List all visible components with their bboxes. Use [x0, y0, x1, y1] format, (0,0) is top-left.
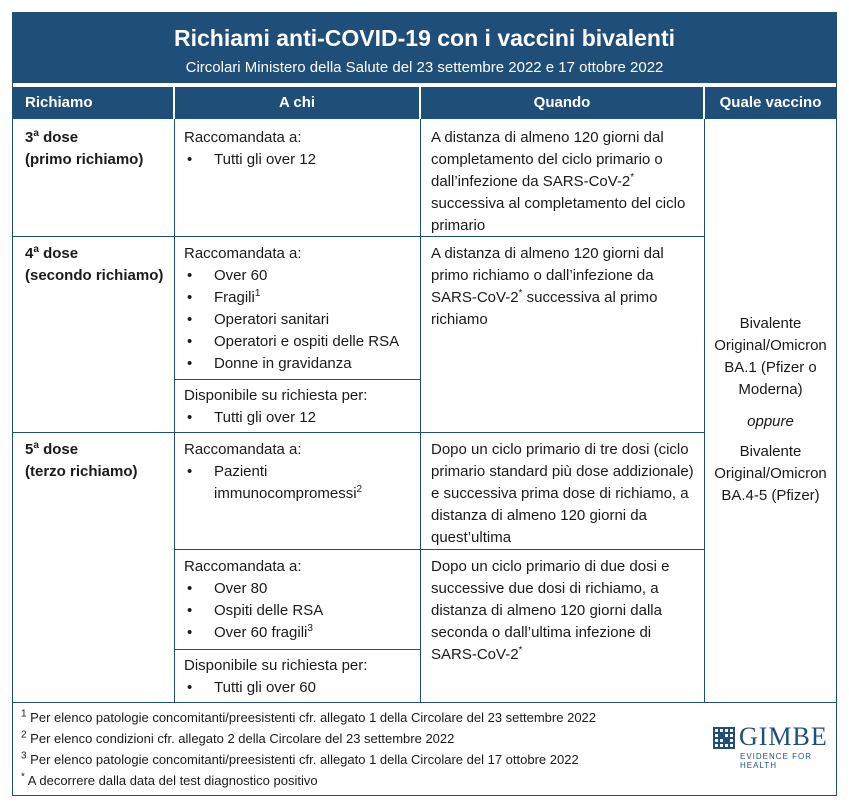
dose-5-subtitle: (terzo richiamo) — [25, 463, 138, 480]
title-band — [13, 13, 836, 83]
dose-number: 3 — [25, 129, 34, 146]
dose-5-label — [25, 439, 170, 483]
list-item — [184, 287, 416, 309]
footnote-text: Per elenco condizioni cfr. allegato 2 della Circolare del 23 settembre 2022 — [26, 731, 455, 746]
footnote-3 — [21, 750, 579, 770]
block-intro: Raccomandata a: — [184, 245, 302, 262]
footnote-text: A decorrere dalla data del test diagnostico positivo — [24, 773, 318, 788]
bullet-list — [184, 578, 416, 644]
divider — [175, 549, 704, 550]
footnote-mark: 1 — [254, 288, 261, 299]
when-text: Dopo un ciclo primario di due dosi e successive due dosi di richiamo, a distanza di almeno 120 giorni dalla seconda o dall’ultima infezione di SARS-CoV-2 — [431, 558, 670, 663]
when-text: A distanza di almeno 120 giorni dal completamento del ciclo primario o dall’infezione da SARS-CoV-2 — [431, 129, 664, 190]
list-item: • Over 80 — [184, 578, 416, 600]
dose-suffix: dose — [38, 245, 79, 262]
dose-4-when — [431, 243, 697, 331]
dose-suffix: dose — [38, 441, 79, 458]
bullet-list — [184, 461, 416, 505]
divider — [174, 119, 175, 702]
footnote-1 — [21, 708, 596, 728]
dose-number: 5 — [25, 441, 34, 458]
list-item: • Operatori sanitari — [184, 309, 416, 331]
footnote-mark: 1 — [21, 708, 27, 720]
footnote-mark: 3 — [307, 623, 313, 634]
dose-4-who — [184, 243, 416, 375]
footnote-mark: * — [630, 172, 635, 183]
list-item — [184, 622, 416, 644]
dose-3-label — [25, 127, 170, 171]
footnote-2 — [21, 729, 454, 749]
bullet-list — [184, 265, 416, 375]
list-item — [184, 461, 416, 505]
table-frame — [12, 12, 837, 796]
vaccine-option-1: Bivalente Original/Omicron BA.1 (Pfizer o Moderna) — [714, 315, 827, 398]
dose-5-who-1 — [184, 439, 416, 505]
logo-tagline: EVIDENCE FOR HEALTH — [740, 752, 813, 770]
footnote-text: Per elenco patologie concomitanti/preesistenti cfr. allegato 1 della Circolare del 23 settembre 2022 — [26, 710, 597, 725]
footnote-4 — [21, 771, 318, 791]
footnote-text: Per elenco patologie concomitanti/preesistenti cfr. allegato 1 della Circolare del 17 ottobre 2022 — [26, 752, 579, 767]
item-text: Pazienti immunocompromessi — [214, 463, 357, 502]
list-item: • Tutti gli over 60 — [184, 677, 416, 699]
divider — [175, 379, 420, 380]
list-item: • Operatori e ospiti delle RSA — [184, 331, 416, 353]
bullet-list — [184, 149, 416, 171]
superscript: a — [33, 440, 39, 451]
dose-3-when — [431, 127, 697, 237]
divider — [175, 649, 420, 650]
block-intro: Disponibile su richiesta per: — [184, 387, 368, 404]
list-item: • Ospiti delle RSA — [184, 600, 416, 622]
dose-suffix: dose — [38, 129, 79, 146]
footnote-mark: 2 — [356, 484, 363, 495]
bullet-list — [184, 677, 416, 699]
footnote-mark: 3 — [21, 750, 27, 762]
list-item: • Tutti gli over 12 — [184, 407, 416, 429]
dose-4-label — [25, 243, 170, 287]
divider — [13, 432, 704, 433]
header-quale-vaccino: Quale vaccino — [705, 87, 836, 119]
gimbe-logo — [713, 721, 833, 770]
footnote-mark: * — [21, 771, 25, 783]
dose-5-when-1: Dopo un ciclo primario di tre dosi (ciclo primario standard più dose addizionale) e successiva prima dose di richiamo, a distanza di almeno 120 giorni da quest’ultima — [431, 441, 694, 546]
header-richiamo: Richiamo — [13, 87, 173, 119]
vaccine-cell — [705, 313, 836, 507]
page-title: Richiami anti-COVID-19 con i vaccini bivalenti — [173, 25, 676, 51]
list-item: • Tutti gli over 12 — [184, 149, 416, 171]
list-item: • Donne in gravidanza — [184, 353, 416, 375]
item-text: Over 60 fragili — [214, 624, 308, 641]
footnote-mark: 2 — [21, 729, 27, 741]
dose-4-on-request — [184, 385, 416, 429]
dose-5-who-2 — [184, 556, 416, 644]
dose-4-subtitle: (secondo richiamo) — [25, 267, 164, 284]
dose-5-on-request — [184, 655, 416, 699]
dose-3-subtitle: (primo richiamo) — [25, 151, 144, 168]
superscript: a — [33, 128, 39, 139]
when-text: A distanza di almeno 120 giorni dal primo richiamo o dall’infezione da SARS-CoV-2 — [431, 245, 664, 306]
divider — [420, 119, 421, 702]
block-intro: Disponibile su richiesta per: — [184, 657, 368, 674]
footnote-mark: * — [518, 645, 523, 656]
block-intro: Raccomandata a: — [184, 558, 302, 575]
dose-number: 4 — [25, 245, 34, 262]
logo-name: GIMBE — [739, 722, 828, 751]
block-intro: Raccomandata a: — [184, 129, 302, 146]
superscript: a — [33, 244, 39, 255]
header-quando: Quando — [421, 87, 703, 119]
dose-3-who — [184, 127, 416, 171]
gimbe-mark-icon — [713, 727, 735, 749]
vaccine-oppure: oppure — [747, 413, 794, 430]
list-item: • Over 60 — [184, 265, 416, 287]
when-text: successiva al completamento del ciclo primario — [431, 195, 686, 234]
block-intro: Raccomandata a: — [184, 441, 302, 458]
when-text: successiva al primo richiamo — [431, 289, 658, 328]
vaccine-option-2: Bivalente Original/Omicron BA.4-5 (Pfizer) — [714, 443, 827, 504]
header-a-chi: A chi — [175, 87, 419, 119]
footnote-mark: * — [518, 288, 523, 299]
page-subtitle: Circolari Ministero della Salute del 23 settembre 2022 e 17 ottobre 2022 — [185, 59, 664, 76]
divider — [13, 702, 836, 703]
dose-5-when-2 — [431, 556, 697, 666]
bullet-list — [184, 407, 416, 429]
item-text: Fragili — [214, 289, 255, 306]
